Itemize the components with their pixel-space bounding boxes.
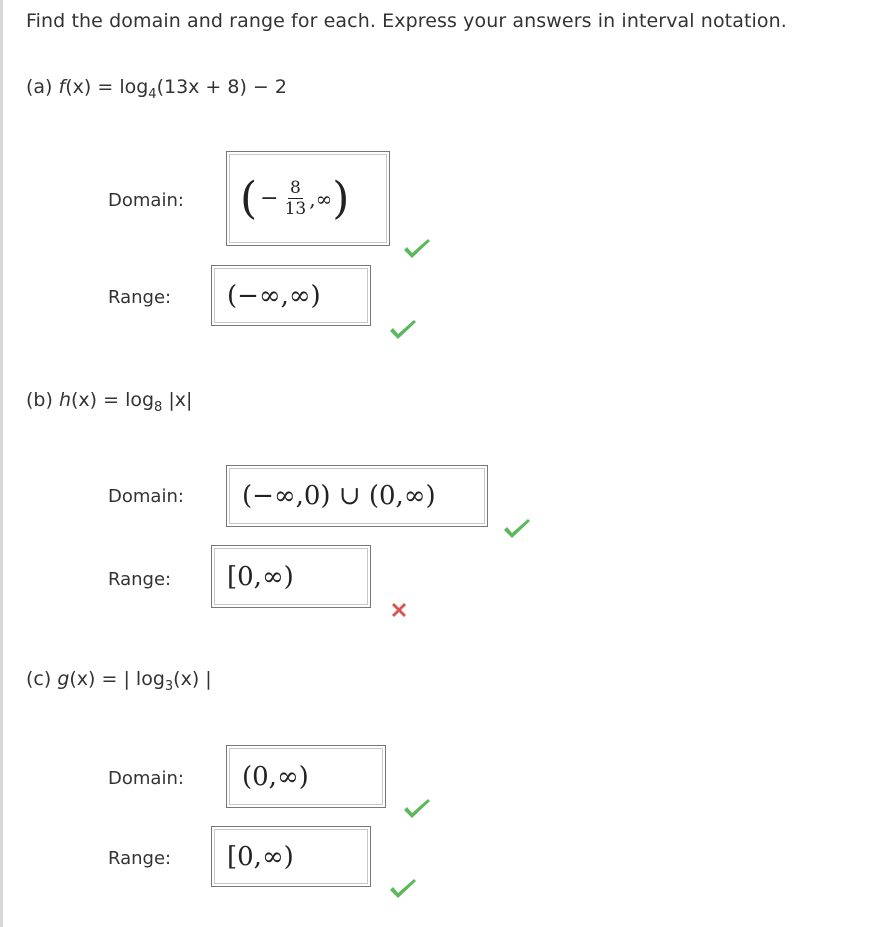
part-a-eq: =: [97, 76, 114, 98]
part-a-body: (13x + 8) − 2: [156, 76, 287, 98]
part-b-equation: [26, 389, 192, 415]
part-a-log: log: [119, 76, 149, 98]
domain-a-open: (: [240, 172, 258, 224]
part-b-log: log: [125, 389, 155, 411]
range-label-a: Range:: [108, 287, 172, 308]
part-c-fn: g: [57, 668, 70, 690]
range-answer-b-inner: [214, 548, 368, 605]
part-a-letter: (a): [26, 76, 53, 98]
range-answer-a[interactable]: [211, 265, 371, 326]
part-b-base: 8: [154, 400, 163, 415]
part-c-var: (x): [69, 668, 96, 690]
domain-answer-c[interactable]: [226, 745, 386, 808]
domain-label-c: Domain:: [108, 768, 184, 789]
domain-b-text: (−∞,0) ∪ (0,∞): [242, 481, 436, 511]
range-label-b: Range:: [108, 569, 172, 590]
part-b-body: |x|: [162, 389, 193, 411]
domain-label-a: Domain:: [108, 190, 184, 211]
domain-answer-a-inner: [229, 154, 387, 243]
domain-a-num: 8: [290, 178, 301, 198]
check-icon: [388, 878, 418, 900]
range-c-text: [0,∞): [227, 841, 294, 872]
left-border: [0, 0, 3, 927]
part-b-eq: =: [103, 389, 120, 411]
domain-c-text: (0,∞): [242, 761, 309, 792]
part-c-letter: (c): [26, 668, 52, 690]
domain-answer-c-inner: [229, 748, 383, 805]
part-c-log: | log: [123, 668, 165, 690]
range-b-text: [0,∞): [227, 561, 294, 592]
part-b-var: (x): [70, 389, 98, 411]
part-b-fn: h: [58, 389, 71, 411]
range-label-c: Range:: [108, 848, 172, 869]
part-b-letter: (b): [26, 389, 53, 411]
check-icon: [388, 319, 418, 341]
domain-a-neg: −: [260, 186, 279, 211]
part-c-body: (x) |: [173, 668, 212, 690]
domain-answer-b[interactable]: [226, 465, 488, 527]
range-answer-b[interactable]: [211, 545, 371, 608]
range-answer-a-inner: [214, 268, 368, 323]
part-a-fn: f: [58, 76, 66, 98]
domain-label-b: Domain:: [108, 486, 184, 507]
part-c-eq: =: [101, 668, 118, 690]
range-answer-c[interactable]: [211, 826, 371, 887]
check-icon: [402, 798, 432, 820]
range-answer-c-inner: [214, 829, 368, 884]
domain-a-fraction: [283, 178, 309, 219]
check-icon: [402, 238, 432, 260]
domain-answer-a[interactable]: [226, 151, 390, 246]
range-a-text: (−∞,∞): [227, 280, 321, 311]
x-icon: [389, 600, 409, 620]
domain-answer-b-inner: [229, 468, 485, 524]
part-a-var: (x): [65, 76, 92, 98]
domain-a-close: ): [332, 172, 350, 224]
part-c-equation: [26, 668, 212, 694]
domain-a-rest: ,∞: [309, 186, 333, 211]
domain-a-den: 13: [284, 199, 307, 219]
part-a-base: 4: [148, 87, 157, 102]
check-icon: [502, 518, 532, 540]
part-a-equation: [26, 76, 287, 102]
instructions: Find the domain and range for each. Express your answers in interval notation.: [26, 10, 787, 32]
part-c-base: 3: [164, 679, 174, 694]
